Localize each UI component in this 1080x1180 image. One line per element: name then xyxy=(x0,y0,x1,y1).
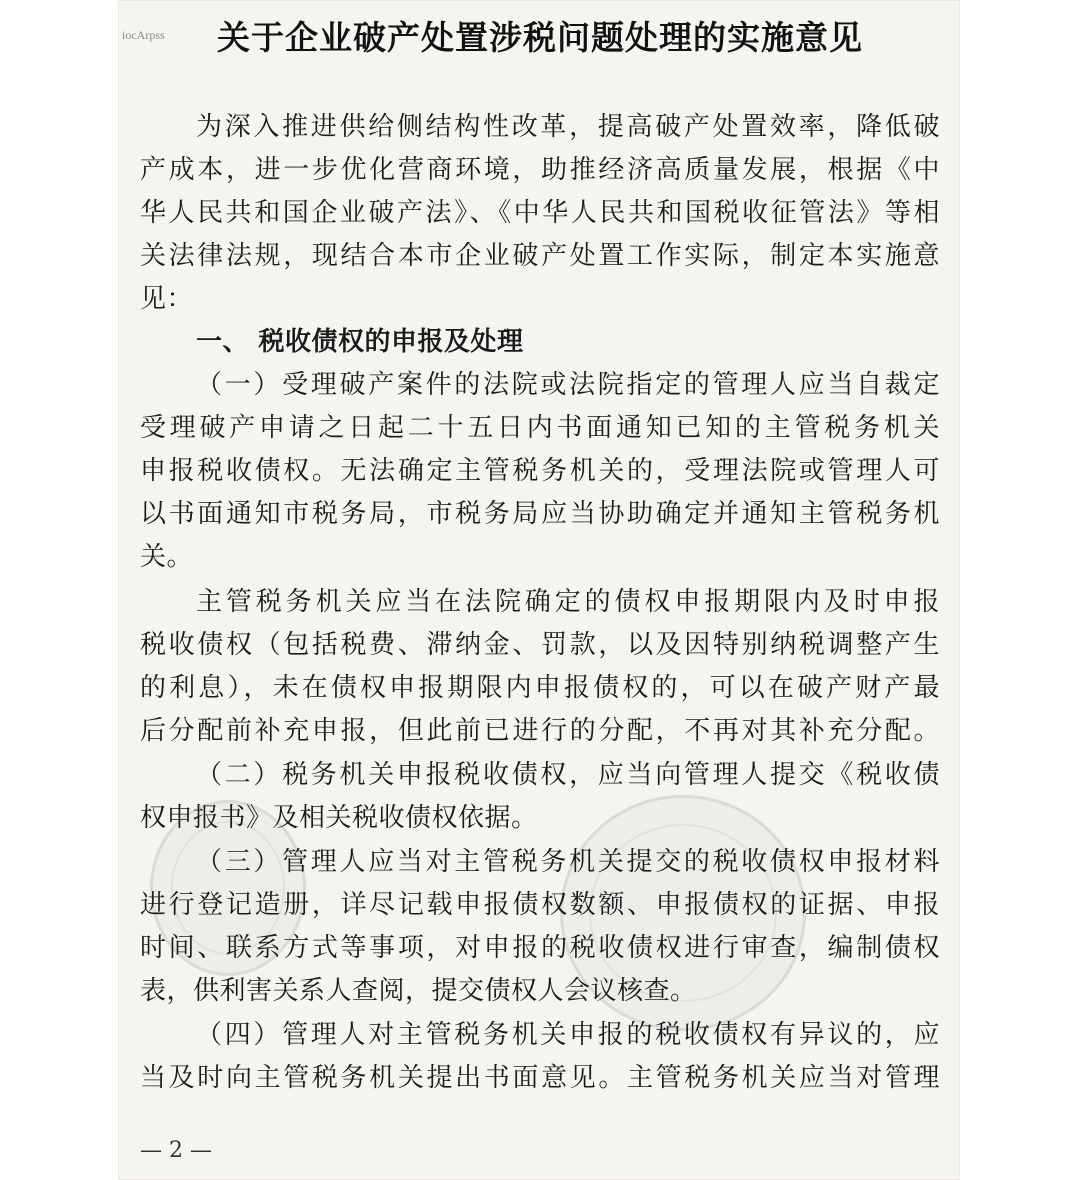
paragraph-line: 以书面通知市税务局，市税务局应当协助确定并通知主管税务机 xyxy=(140,499,940,529)
paragraph-line: 申报税收债权。无法确定主管税务机关的，受理法院或管理人可 xyxy=(140,456,940,486)
paragraph-line: 权申报书》及相关税收债权依据。 xyxy=(140,803,538,833)
section-heading: 一、 税收债权的申报及处理 xyxy=(196,327,524,357)
paragraph-line: （一）受理破产案件的法院或法院指定的管理人应当自裁定 xyxy=(196,370,940,400)
paragraph-line: （三）管理人应当对主管税务机关提交的税收债权申报材料 xyxy=(196,847,940,877)
paragraph-line: 表，供利害关系人查阅，提交债权人会议核查。 xyxy=(140,976,697,1006)
document-title: 关于企业破产处置涉税问题处理的实施意见 xyxy=(217,18,863,57)
paragraph-line: 时间、联系方式等事项，对申报的税收债权进行审查，编制债权 xyxy=(140,933,940,963)
paragraph-line: 后分配前补充申报，但此前已进行的分配，不再对其补充分配。 xyxy=(140,716,940,746)
paragraph-line: （四）管理人对主管税务机关申报的税收债权有异议的，应 xyxy=(196,1020,940,1050)
paragraph-line: 见： xyxy=(140,284,194,314)
paragraph-line: 受理破产申请之日起二十五日内书面通知已知的主管税务机关 xyxy=(140,413,940,443)
paragraph-line: 的利息），未在债权申报期限内申报债权的，可以在破产财产最 xyxy=(140,673,940,703)
paragraph-line: 税收债权（包括税费、滞纳金、罚款，以及因特别纳税调整产生 xyxy=(140,630,940,660)
paragraph-line: 为深入推进供给侧结构性改革，提高破产处置效率，降低破 xyxy=(196,112,940,142)
paragraph-line: 关。 xyxy=(140,542,194,572)
paragraph-line: （二）税务机关申报税收债权，应当向管理人提交《税收债 xyxy=(196,760,940,790)
paragraph-line: 产成本，进一步优化营商环境，助推经济高质量发展，根据《中 xyxy=(140,155,940,185)
paragraph-line: 当及时向主管税务机关提出书面意见。主管税务机关应当对管理 xyxy=(140,1063,940,1093)
header-mark: iocArpss xyxy=(122,28,165,42)
paragraph-line: 进行登记造册，详尽记载申报债权数额、申报债权的证据、申报 xyxy=(140,890,940,920)
paragraph-line: 华人民共和国企业破产法》、《中华人民共和国税收征管法》等相 xyxy=(140,198,940,228)
paragraph-line: 关法律法规，现结合本市企业破产处置工作实际，制定本实施意 xyxy=(140,241,940,271)
paragraph-line: 主管税务机关应当在法院确定的债权申报期限内及时申报 xyxy=(196,587,940,617)
page-number: — 2 — xyxy=(140,1138,212,1163)
